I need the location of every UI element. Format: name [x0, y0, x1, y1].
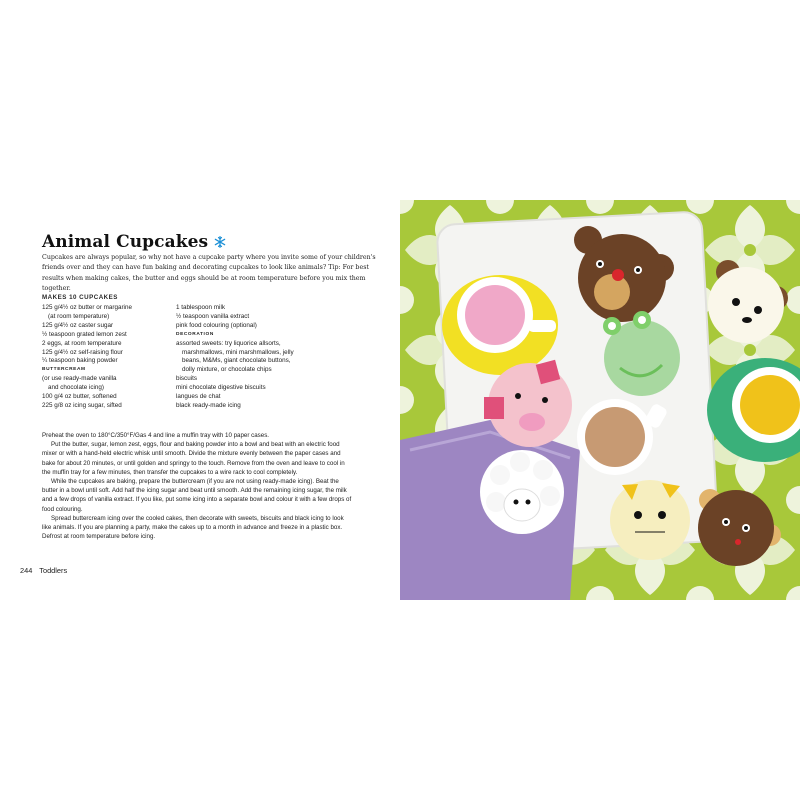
ingredient-line: dolly mixture, or chocolate chips [182, 366, 272, 374]
ingredient-line: langues de chat [176, 393, 221, 401]
method-text [42, 431, 352, 541]
recipe-intro: Cupcakes are always popular, so why not have a cupcake party where you invite some of your children's friends over and they can have fun baking and decorating cupcakes to look like animals? Tip: For best results when making cakes, the butter and eggs should be at room temperature before you mix them together. [42, 254, 376, 293]
page-number: 244 [20, 566, 33, 575]
page-footer [20, 566, 67, 575]
cat-cupcake [610, 480, 690, 560]
ingredients-column-right [176, 304, 336, 411]
ingredient-line: 125 g/4½ oz self-raising flour [42, 348, 123, 356]
ingredient-line: 100 g/4 oz butter, softened [42, 393, 117, 401]
method-paragraph: Spread buttercream icing over the cooled cakes, then decorate with sweets, biscuits and black icing to look like animals. If you are planning a party, make the cakes up to a month in advance and freeze in a plastic box. Defrost at room temperature before icing. [42, 514, 344, 541]
title-row [42, 232, 226, 252]
ingredient-line: mini chocolate digestive biscuits [176, 384, 266, 392]
ingredient-line: black ready-made icing [176, 401, 241, 409]
section-name: Toddlers [39, 566, 68, 575]
method-paragraph: Preheat the oven to 180°C/350°F/Gas 4 and line a muffin tray with 10 paper cases. [42, 432, 270, 439]
ingredients-column-left [42, 304, 182, 411]
ingredient-line: 2 eggs, at room temperature [42, 339, 122, 347]
ingredient-line: 125 g/4½ oz caster sugar [42, 321, 114, 329]
ingredient-line: (or use ready-made vanilla [42, 375, 117, 383]
ingredient-subheading: DECORATION [176, 331, 214, 337]
ingredient-line: 225 g/8 oz icing sugar, sifted [42, 401, 122, 409]
ingredient-line: pink food colouring (optional) [176, 321, 257, 329]
method-paragraph: While the cupcakes are baking, prepare the buttercream (if you are not using ready-made icing). Beat the butter in a bowl until soft. Add half the icing sugar and beat until smooth. Add the remaining icing sugar, the milk and a few drops of vanilla extract. If you like, put some icing into a separate bowl and colour it with a few drops of food colouring. [42, 478, 352, 513]
ingredient-subheading: BUTTERCREAM [42, 367, 86, 373]
ingredient-line: beans, M&Ms, giant chocolate buttons, [182, 357, 291, 365]
ingredient-line: ¼ teaspoon baking powder [42, 357, 118, 365]
ingredient-line: biscuits [176, 375, 197, 383]
method-paragraph: Put the butter, sugar, lemon zest, eggs, flour and baking powder into a bowl and beat with an electric food mixer or with a hand-held electric whisk until smooth. Divide the mixture evenly between the paper cases and bake for about 20 minutes, or until golden and springy to the touch. Remove from the oven and leave to cool in the muffin tray for a few minutes, then transfer the cupcakes to a wire rack to cool completely. [42, 441, 345, 476]
snowflake-icon [214, 236, 226, 248]
ingredient-line: ½ teaspoon vanilla extract [176, 312, 250, 320]
ingredient-line: marshmallows, mini marshmallows, jelly [182, 348, 294, 356]
yield-heading: MAKES 10 CUPCAKES [42, 294, 118, 301]
recipe-title: Animal Cupcakes [42, 232, 209, 252]
sheep-cupcake [480, 450, 564, 534]
ingredient-line: assorted sweets: try liquorice allsorts, [176, 339, 281, 347]
cupcake-photo [400, 200, 800, 600]
ingredient-line: and chocolate icing) [48, 384, 105, 392]
ingredient-line: 1 tablespoon milk [176, 304, 226, 311]
ingredient-line: (at room temperature) [48, 312, 110, 320]
ingredient-line: ½ teaspoon grated lemon zest [42, 330, 127, 338]
ingredient-line: 125 g/4½ oz butter or margarine [42, 304, 132, 311]
